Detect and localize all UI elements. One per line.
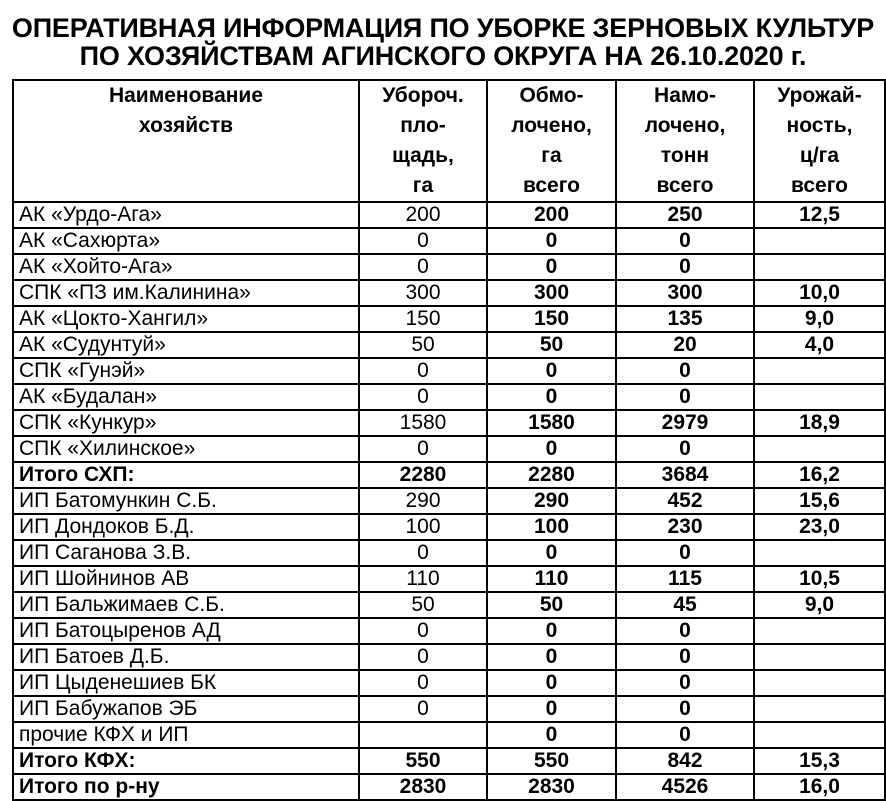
cell-yield: 16,2 [754, 462, 885, 488]
cell-threshed-area: 0 [487, 358, 616, 384]
cell-threshed-tons: 115 [616, 566, 754, 592]
cell-threshed-area: 0 [487, 384, 616, 410]
cell-threshed-area: 290 [487, 488, 616, 514]
table-row [13, 280, 885, 306]
cell-threshed-tons: 0 [616, 384, 754, 410]
cell-yield: 4,0 [754, 332, 885, 358]
cell-harvest-area: 110 [359, 566, 487, 592]
header-farm-name: Наименование хозяйств [13, 80, 359, 202]
cell-harvest-area: 0 [359, 254, 487, 280]
cell-yield: 16,0 [754, 774, 885, 800]
table-total-row [13, 774, 885, 800]
cell-yield [754, 644, 885, 670]
cell-yield: 15,6 [754, 488, 885, 514]
cell-farm-name: СПК «Гунэй» [13, 358, 359, 384]
cell-harvest-area: 0 [359, 670, 487, 696]
cell-farm-name: АК «Цокто-Хангил» [13, 306, 359, 332]
table-row [13, 618, 885, 644]
cell-threshed-tons: 0 [616, 696, 754, 722]
table-row [13, 254, 885, 280]
cell-threshed-area: 0 [487, 644, 616, 670]
table-row [13, 592, 885, 618]
table-row [13, 722, 885, 748]
cell-yield [754, 254, 885, 280]
table-row [13, 306, 885, 332]
table-total-row [13, 748, 885, 774]
cell-harvest-area: 550 [359, 748, 487, 774]
cell-threshed-tons: 3684 [616, 462, 754, 488]
cell-yield: 18,9 [754, 410, 885, 436]
cell-farm-name: АК «Сахюрта» [13, 228, 359, 254]
cell-threshed-tons: 4526 [616, 774, 754, 800]
cell-threshed-tons: 0 [616, 722, 754, 748]
cell-yield [754, 670, 885, 696]
cell-threshed-tons: 0 [616, 540, 754, 566]
cell-threshed-area: 150 [487, 306, 616, 332]
cell-threshed-tons: 20 [616, 332, 754, 358]
cell-threshed-tons: 2979 [616, 410, 754, 436]
cell-harvest-area: 50 [359, 592, 487, 618]
cell-threshed-tons: 230 [616, 514, 754, 540]
cell-farm-name: Итого СХП: [13, 462, 359, 488]
cell-farm-name: ИП Дондоков Б.Д. [13, 514, 359, 540]
cell-threshed-area: 0 [487, 670, 616, 696]
cell-farm-name: АК «Судунтуй» [13, 332, 359, 358]
cell-harvest-area: 2830 [359, 774, 487, 800]
cell-farm-name: ИП Саганова З.В. [13, 540, 359, 566]
table-row [13, 358, 885, 384]
cell-farm-name: Итого КФХ: [13, 748, 359, 774]
cell-threshed-tons: 45 [616, 592, 754, 618]
cell-threshed-area: 2830 [487, 774, 616, 800]
cell-threshed-area: 0 [487, 228, 616, 254]
cell-farm-name: АК «Будалан» [13, 384, 359, 410]
cell-threshed-tons: 452 [616, 488, 754, 514]
cell-harvest-area: 0 [359, 644, 487, 670]
cell-threshed-tons: 842 [616, 748, 754, 774]
cell-threshed-area: 50 [487, 332, 616, 358]
cell-harvest-area: 0 [359, 618, 487, 644]
cell-threshed-tons: 0 [616, 228, 754, 254]
table-row [13, 696, 885, 722]
cell-yield [754, 228, 885, 254]
table-row [13, 566, 885, 592]
cell-harvest-area: 50 [359, 332, 487, 358]
cell-harvest-area [359, 722, 487, 748]
table-header-row [13, 80, 885, 202]
cell-farm-name: ИП Шойнинов АВ [13, 566, 359, 592]
table-row [13, 436, 885, 462]
cell-threshed-tons: 0 [616, 670, 754, 696]
cell-farm-name: СПК «ПЗ им.Калинина» [13, 280, 359, 306]
cell-farm-name: ИП Цыденешиев БК [13, 670, 359, 696]
cell-yield: 10,0 [754, 280, 885, 306]
cell-yield [754, 618, 885, 644]
cell-harvest-area: 200 [359, 202, 487, 228]
cell-yield [754, 358, 885, 384]
table-row [13, 540, 885, 566]
cell-threshed-area: 1580 [487, 410, 616, 436]
cell-threshed-area: 100 [487, 514, 616, 540]
cell-farm-name: АК «Хойто-Ага» [13, 254, 359, 280]
cell-threshed-area: 0 [487, 436, 616, 462]
cell-farm-name: АК «Урдо-Ага» [13, 202, 359, 228]
cell-farm-name: ИП Бальжимаев С.Б. [13, 592, 359, 618]
table-row [13, 228, 885, 254]
document-title-line-2: ПО ХОЗЯЙСТВАМ АГИНСКОГО ОКРУГА НА 26.10.2020 г. [79, 41, 807, 71]
cell-yield [754, 384, 885, 410]
cell-harvest-area: 0 [359, 384, 487, 410]
cell-threshed-area: 0 [487, 540, 616, 566]
cell-harvest-area: 290 [359, 488, 487, 514]
header-yield: Урожай- ность, ц/га всего [754, 80, 885, 202]
cell-farm-name: СПК «Хилинское» [13, 436, 359, 462]
cell-threshed-area: 0 [487, 722, 616, 748]
cell-farm-name: ИП Батомункин С.Б. [13, 488, 359, 514]
cell-threshed-tons: 0 [616, 618, 754, 644]
cell-harvest-area: 0 [359, 436, 487, 462]
cell-yield: 23,0 [754, 514, 885, 540]
cell-threshed-area: 110 [487, 566, 616, 592]
cell-yield: 9,0 [754, 306, 885, 332]
cell-threshed-area: 0 [487, 618, 616, 644]
cell-yield [754, 696, 885, 722]
cell-threshed-area: 2280 [487, 462, 616, 488]
cell-threshed-tons: 300 [616, 280, 754, 306]
table-row [13, 670, 885, 696]
cell-threshed-tons: 135 [616, 306, 754, 332]
cell-harvest-area: 0 [359, 540, 487, 566]
cell-harvest-area: 100 [359, 514, 487, 540]
cell-threshed-tons: 0 [616, 644, 754, 670]
harvest-table [12, 79, 886, 801]
cell-threshed-tons: 0 [616, 358, 754, 384]
table-body [13, 202, 885, 800]
cell-harvest-area: 300 [359, 280, 487, 306]
table-row [13, 410, 885, 436]
table-row [13, 384, 885, 410]
table-total-row [13, 462, 885, 488]
cell-farm-name: ИП Батоцыренов АД [13, 618, 359, 644]
cell-farm-name: ИП Батоев Д.Б. [13, 644, 359, 670]
cell-farm-name: ИП Бабужапов ЭБ [13, 696, 359, 722]
cell-yield [754, 722, 885, 748]
cell-farm-name: прочие КФХ и ИП [13, 722, 359, 748]
cell-yield: 10,5 [754, 566, 885, 592]
cell-harvest-area: 0 [359, 228, 487, 254]
cell-threshed-area: 200 [487, 202, 616, 228]
cell-threshed-tons: 0 [616, 436, 754, 462]
cell-farm-name: СПК «Кункур» [13, 410, 359, 436]
cell-yield [754, 436, 885, 462]
cell-threshed-area: 50 [487, 592, 616, 618]
header-threshed-area: Обмо- лочено, га всего [487, 80, 616, 202]
cell-yield: 12,5 [754, 202, 885, 228]
cell-yield: 9,0 [754, 592, 885, 618]
cell-farm-name: Итого по р-ну [13, 774, 359, 800]
cell-harvest-area: 0 [359, 696, 487, 722]
cell-yield [754, 540, 885, 566]
cell-threshed-tons: 0 [616, 254, 754, 280]
cell-harvest-area: 2280 [359, 462, 487, 488]
cell-harvest-area: 150 [359, 306, 487, 332]
table-row [13, 332, 885, 358]
cell-threshed-tons: 250 [616, 202, 754, 228]
header-harvest-area: Убороч. пло- щадь, га [359, 80, 487, 202]
cell-threshed-area: 550 [487, 748, 616, 774]
cell-threshed-area: 0 [487, 254, 616, 280]
document-title-line-1: ОПЕРАТИВНАЯ ИНФОРМАЦИЯ ПО УБОРКЕ ЗЕРНОВЫХ КУЛЬТУР [11, 13, 875, 43]
cell-threshed-area: 300 [487, 280, 616, 306]
cell-harvest-area: 0 [359, 358, 487, 384]
cell-harvest-area: 1580 [359, 410, 487, 436]
table-row [13, 514, 885, 540]
table-row [13, 488, 885, 514]
table-row [13, 644, 885, 670]
cell-threshed-area: 0 [487, 696, 616, 722]
cell-yield: 15,3 [754, 748, 885, 774]
header-threshed-tons: Намо- лочено, тонн всего [616, 80, 754, 202]
table-row [13, 202, 885, 228]
